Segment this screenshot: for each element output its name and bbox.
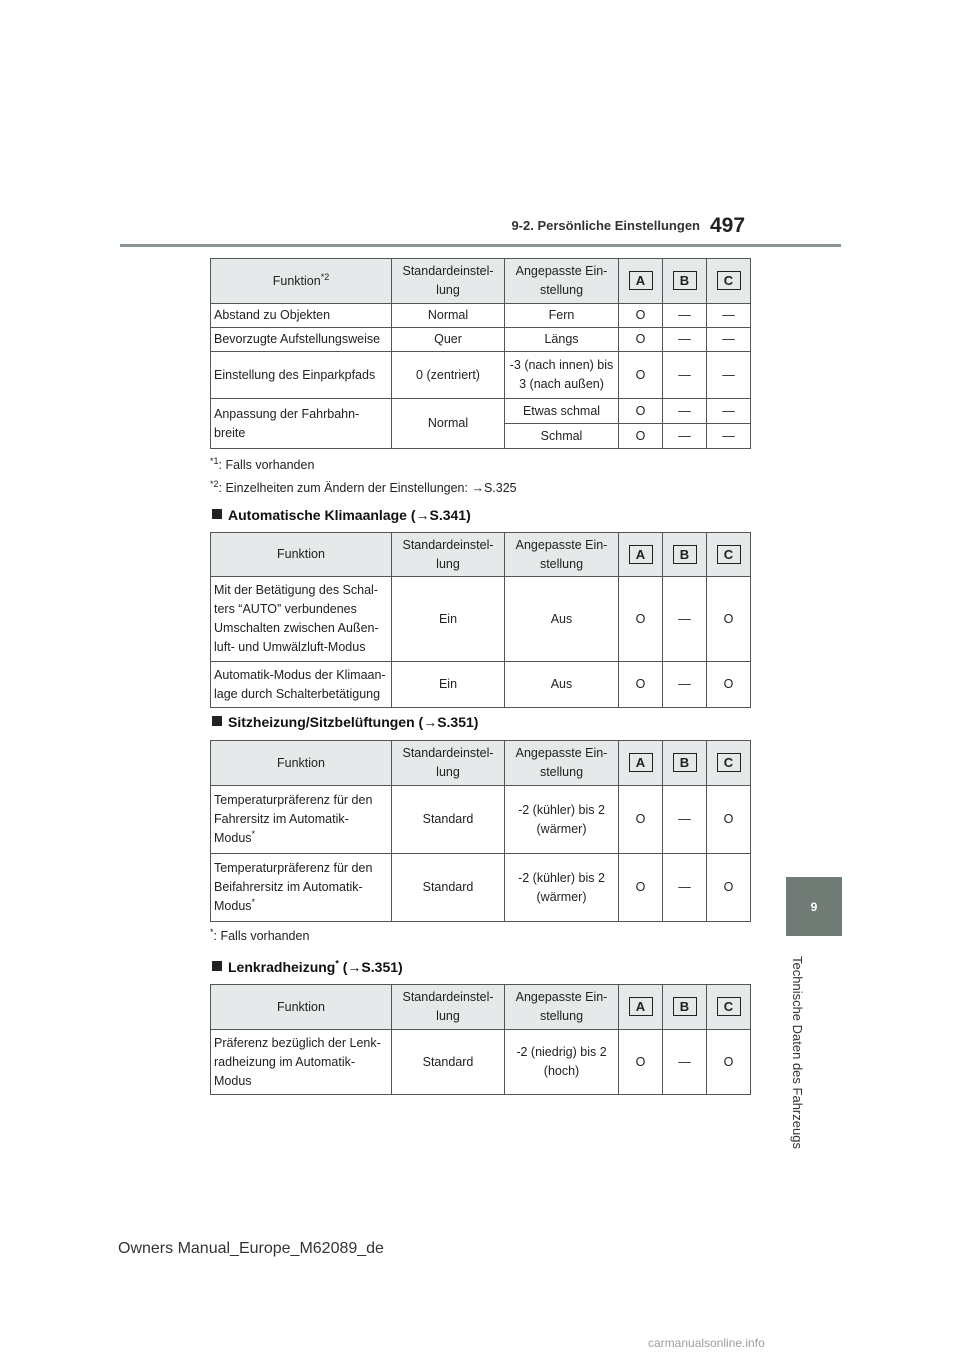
footnote: $^{*1}$: Falls vorhanden [210, 455, 315, 472]
table-row: Anpassung der Fahrbahn-breite Normal Etwas schmal O — — [211, 399, 751, 424]
bullet-square-icon [212, 961, 222, 971]
table-row: Mit der Betätigung des Schal-ters “AUTO” verbundenes Umschalten zwischen Außen-luft- und Umwälzluft-Modus Ein Aus O — O [211, 577, 751, 662]
section-title-climate: Automatische Klimaanlage (→S.341) [212, 507, 471, 523]
column-standard: Standardeinstel-lung [392, 259, 505, 304]
settings-table-parking [210, 258, 751, 449]
watermark: carmanualsonline.info [648, 1336, 765, 1350]
table-row: Abstand zu Objekten Normal Fern O — — [211, 304, 751, 328]
table-row: Schmal O — — [211, 424, 751, 449]
chapter-label: Technische Daten des Fahrzeugs [790, 956, 805, 1149]
table-row: Bevorzugte Aufstellungsweise Quer Längs O — — [211, 328, 751, 352]
table-header-row: Funktion Standardeinstel-lung Angepasste Ein-stellung A B C [211, 741, 751, 786]
header-rule [120, 244, 841, 247]
section-title-steering: Lenkradheizung* (→S.351) [212, 959, 403, 975]
manual-id: Owners Manual_Europe_M62089_de [118, 1240, 384, 1257]
table-header-row: Funktion Standardeinstel-lung Angepasste Ein-stellung A B C [211, 985, 751, 1030]
page-number: 497 [710, 214, 746, 237]
settings-table-steering [210, 984, 751, 1095]
footnote: $^{*2}$: Einzelheiten zum Ändern der Einstellungen: →S.325 [210, 478, 517, 495]
column-function: Funktion$^{*2}$ [211, 259, 392, 304]
section-title-seat: Sitzheizung/Sitzbelüftungen (→S.351) [212, 714, 478, 730]
settings-table-seat [210, 740, 751, 922]
section-heading: 9-2. Persönliche Einstellungen [511, 218, 700, 233]
column-b: B [663, 259, 707, 304]
table-row: Einstellung des Einparkpfads 0 (zentriert) -3 (nach innen) bis 3 (nach außen) O — — [211, 352, 751, 399]
table-header-row [211, 259, 751, 304]
table-row: Temperaturpräferenz für den Beifahrersitz im Automatik-Modus* Standard -2 (kühler) bis 2 (wärmer) O — O [211, 854, 751, 922]
table-row: Temperaturpräferenz für den Fahrersitz im Automatik-Modus* Standard -2 (kühler) bis 2 (wärmer) O — O [211, 786, 751, 854]
column-c: C [707, 259, 751, 304]
table-row: Automatik-Modus der Klimaan-lage durch Schalterbetätigung Ein Aus O — O [211, 662, 751, 708]
table-header-row: Funktion Standardeinstel-lung Angepasste Ein-stellung A B C [211, 533, 751, 577]
column-a: A [619, 259, 663, 304]
table-row: Präferenz bezüglich der Lenk-radheizung im Automatik-Modus Standard -2 (niedrig) bis 2 (hoch) O — O [211, 1030, 751, 1095]
bullet-square-icon [212, 509, 222, 519]
column-custom: Angepasste Ein-stellung [505, 259, 619, 304]
bullet-square-icon [212, 716, 222, 726]
footnote: *: Falls vorhanden [210, 926, 310, 943]
settings-table-climate [210, 532, 751, 708]
chapter-tab: 9 [786, 877, 842, 936]
